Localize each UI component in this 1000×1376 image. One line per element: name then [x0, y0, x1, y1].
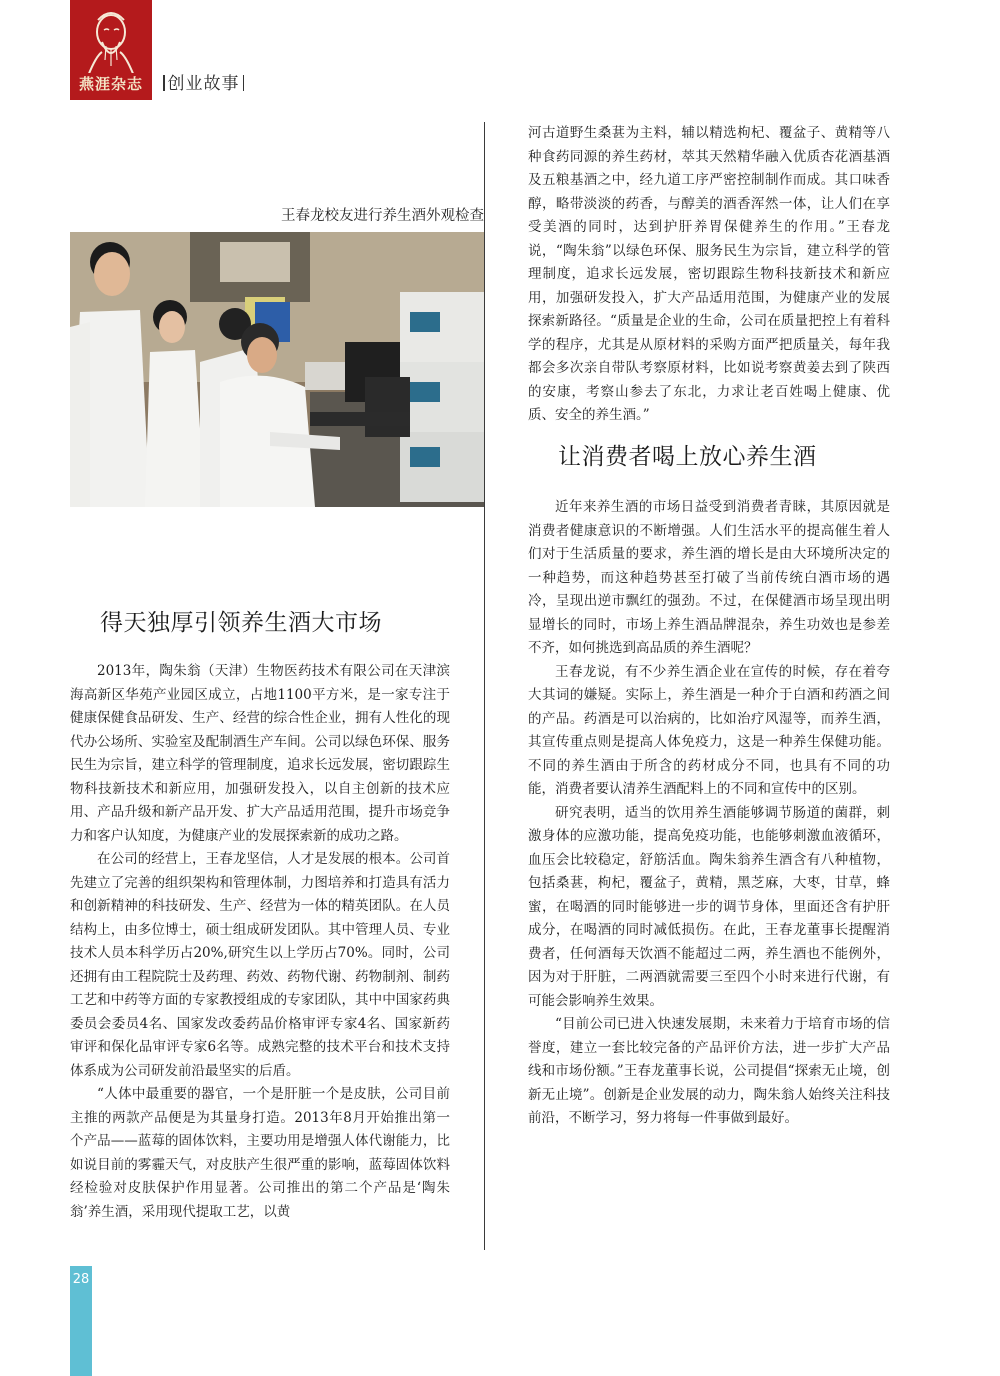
column2-continuation: [528, 122, 890, 428]
lab-photo-illustration: [70, 232, 484, 507]
section2-body: [528, 496, 890, 1131]
tag-divider: [243, 75, 245, 91]
paragraph: 研究表明，适当的饮用养生酒能够调节肠道的菌群，刺激身体的应激功能，提高免疫功能，也能够刺激血液循环，血压会比较稳定，舒筋活血。陶朱翁养生酒含有八种植物，包括桑葚，枸杞，覆盆子，黄精，黑芝麻，大枣，甘草，蜂蜜，在喝酒的同时能够进一步的调节身体，里面还含有护肝成分，在喝酒的同时减低损伤。在此，王春龙董事长提醒消费者，任何酒每天饮酒不能超过二两，养生酒也不能例外，因为对于肝脏，二两酒就需要三至四个小时来进行代谢，有可能会影响养生效果。: [528, 804, 890, 1009]
lab-photo: [70, 232, 484, 507]
paragraph: “人体中最重要的器官，一个是肝脏一个是皮肤，公司目前主推的两款产品便是为其量身打造。2013年8月开始推出第一个产品——蓝莓的固体饮料，主要功用是增强人体代谢能力，比如说目前的雾霾天气，对皮肤产生很严重的影响，蓝莓固体饮料经检验对皮肤保护作用显著。公司推出的第二个产品是‘陶朱翁’养生酒，采用现代提取工艺，以黄: [70, 1086, 450, 1220]
photo-caption: 王春龙校友进行养生酒外观检查: [281, 208, 484, 224]
section-tag: [160, 72, 247, 96]
paragraph: 近年来养生酒的市场日益受到消费者青睐，其原因就是消费者健康意识的不断增强。人们生活水平的提高催生着人们对于生活质量的要求，养生酒的增长是由大环境所决定的一种趋势，而这种趋势甚至打破了当前传统白酒市场的遇冷，呈现出逆市飘红的强劲。不过，在保健酒市场呈现出明显增长的同时，市场上养生酒品牌混杂，养生功效也是参差不齐，如何挑选到高品质的养生酒呢？: [528, 499, 890, 656]
paragraph: 王春龙说，有不少养生酒企业在宣传的时候，存在着夸大其词的嫌疑。实际上，养生酒是一种介于白酒和药酒之间的产品。药酒是可以治病的，比如治疗风湿等，而养生酒，其宣传重点则是提高人体免疫力，这是一种养生保健功能。不同的养生酒由于所含的药材成分不同，也具有不同的功能，消费者要认清养生酒配料上的不同和宣传中的区别。: [528, 663, 890, 797]
page-number-bar: [70, 1266, 92, 1376]
page-number: 28: [72, 1272, 90, 1287]
section2-heading: 让消费者喝上放心养生酒: [558, 444, 817, 470]
column-divider: [484, 122, 485, 1250]
section1-body: [70, 660, 450, 1224]
paragraph: 2013年，陶朱翁（天津）生物医药技术有限公司在天津滨海高新区华苑产业园区成立，占地1100平方米，是一家专注于健康保健食品研发、生产、经营的综合性企业，拥有人性化的现代办公场所、实验室及配制酒生产车间。公司以绿色环保、服务民生为宗旨，建立科学的管理制度，追求长远发展，密切跟踪生物科技新技术和新应用，加强研发投入，以自主创新的技术应用、产品升级和新产品开发、扩大产品适用范围，提升市场竞争力和客户认知度，为健康产业的发展探索新的成功之路。: [70, 663, 450, 844]
paragraph: 在公司的经营上，王春龙坚信，人才是发展的根本。公司首先建立了完善的组织架构和管理体制，力图培养和打造具有活力和创新精神的科技研发、生产、经营为一体的精英团队。在人员结构上，由多位博士，硕士组成研发团队。其中管理人员、专业技术人员本科学历占20%,研究生以上学历占70%。同时，公司还拥有由工程院院士及药理、药效、药物代谢、药物制剂、制药工艺和中药等方面的专家教授组成的专家团队，其中中国家药典委员会委员4名、国家发改委药品价格审评专家4名、国家新药审评和保化品审评专家6名等。成熟完整的技术平台和技术支持体系成为公司研发前沿最坚实的后盾。: [70, 851, 450, 1079]
brand-name: 燕涯杂志: [70, 73, 152, 95]
scholar-portrait-icon: [80, 6, 142, 76]
tag-divider: [163, 75, 165, 91]
paragraph: “目前公司已进入快速发展期，未来着力于培育市场的信誉度，建立一套比较完备的产品评价方法，进一步扩大产品线和市场份额。”王春龙董事长说，公司提倡“探索无止境，创新无止境”。创新是企业发展的动力，陶朱翁人始终关注科技前沿，不断学习，努力将每一件事做到最好。: [528, 1016, 890, 1126]
paragraph: 河古道野生桑葚为主料，辅以精选枸杞、覆盆子、黄精等八种食药同源的养生药材，萃其天然精华融入优质杏花酒基酒及五粮基酒之中，经九道工序严密控制制作而成。其口味香醇，略带淡淡的药香，与醇美的酒香浑然一体，让人们在享受美酒的同时，达到护肝养胃保健养生的作用。”王春龙说，“陶朱翁”以绿色环保、服务民生为宗旨，建立科学的管理制度，追求长远发展，密切跟踪生物科技新技术和新应用，加强研发投入，扩大产品适用范围，为健康产业的发展探索新路径。“质量是企业的生命，公司在质量把控上有着科学的程序，尤其是从原材料的采购方面严把质量关，每年我都会多次亲自带队考察原材料，比如说考察黄姜去到了陕西的安康，考察山参去了东北，力求让老百姓喝上健康、优质、安全的养生酒。”: [528, 125, 890, 423]
section-label: 创业故事: [167, 74, 240, 94]
section1-heading: 得天独厚引领养生酒大市场: [100, 610, 382, 636]
